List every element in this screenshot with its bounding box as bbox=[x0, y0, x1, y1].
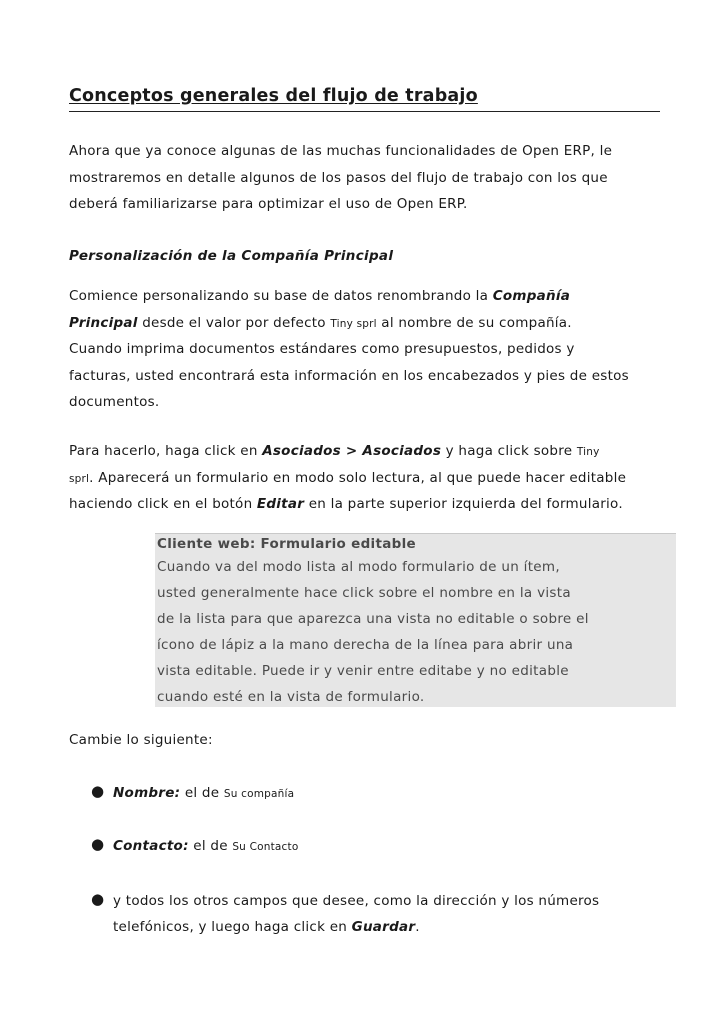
instructions-paragraph bbox=[69, 438, 669, 518]
instructions-text: Para hacerlo, haga click en bbox=[69, 443, 263, 459]
instructions-line-2 bbox=[69, 465, 669, 492]
customize-text: Comience personalizando su base de datos renombrando la bbox=[69, 288, 493, 304]
list-text: el de bbox=[188, 838, 233, 854]
customize-paragraph bbox=[69, 283, 669, 416]
field-label: Contacto: bbox=[113, 838, 189, 854]
bullet-icon: ● bbox=[91, 782, 105, 800]
list-text: telefónicos, y luego haga click en bbox=[113, 919, 352, 935]
customize-text: al nombre de su compañía. bbox=[376, 314, 572, 331]
list-item-content bbox=[113, 833, 298, 860]
customize-line-4: facturas, usted encontrará esta información en los encabezados y pies de estos bbox=[69, 367, 629, 384]
intro-line-1: Ahora que ya conoce algunas de las muchas funcionalidades de Open ERP, le bbox=[69, 143, 613, 159]
instructions-text: y haga click sobre bbox=[441, 443, 577, 459]
field-value: Su compañía bbox=[223, 788, 295, 800]
customize-line-3: Cuando imprima documentos estándares como presupuestos, pedidos y bbox=[69, 341, 575, 357]
note-line-4: ícono de lápiz a la mano derecha de la línea para abrir una bbox=[157, 637, 574, 654]
note-box bbox=[155, 533, 676, 707]
bullet-icon: ● bbox=[91, 835, 105, 853]
menu-path: Asociados > Asociados bbox=[262, 443, 442, 459]
customize-line-1 bbox=[69, 283, 669, 310]
customize-text: desde el valor por defecto bbox=[137, 314, 331, 331]
instructions-text: . Aparecerá un formulario en modo solo lectura, al que puede hacer editable bbox=[89, 469, 627, 486]
field-label: Nombre: bbox=[113, 785, 181, 801]
list-text: el de bbox=[180, 785, 224, 801]
edit-button-term: Editar bbox=[256, 496, 305, 512]
record-name: sprl bbox=[69, 472, 90, 485]
list-item-line-2 bbox=[113, 914, 599, 940]
intro-paragraph bbox=[69, 138, 669, 218]
list-item-line-1: y todos los otros campos que desee, como la dirección y los números bbox=[113, 893, 600, 909]
note-line-5: vista editable. Puede ir y venir entre editabe y no editable bbox=[157, 663, 569, 680]
instructions-line-1 bbox=[69, 438, 669, 465]
field-value: Su Contacto bbox=[232, 841, 299, 853]
intro-line-2: mostraremos en detalle algunos de los pasos del flujo de trabajo con los que bbox=[69, 169, 608, 186]
default-company-value: Tiny sprl bbox=[330, 317, 377, 330]
customize-line-5: documentos. bbox=[69, 394, 160, 410]
instructions-line-3 bbox=[69, 491, 669, 518]
list-item-content bbox=[113, 780, 294, 807]
list-item-content bbox=[113, 888, 599, 940]
note-line-3: de la lista para que aparezca una vista no editable o sobre el bbox=[157, 611, 589, 628]
save-button-term: Guardar bbox=[351, 919, 416, 935]
customize-line-2 bbox=[69, 310, 669, 337]
note-line-2: usted generalmente hace click sobre el nombre en la vista bbox=[157, 585, 571, 602]
intro-line-3: deberá familiarizarse para optimizar el uso de Open ERP. bbox=[69, 196, 468, 212]
instructions-text: haciendo click en el botón bbox=[69, 496, 257, 512]
section-subheading: Personalización de la Compañía Principal bbox=[69, 248, 394, 264]
instructions-text: en la parte superior izquierda del formulario. bbox=[304, 496, 623, 512]
change-intro: Cambie lo siguiente: bbox=[69, 732, 213, 748]
note-title: Cliente web: Formulario editable bbox=[157, 536, 416, 552]
record-name: Tiny bbox=[576, 446, 600, 458]
note-line-6: cuando esté en la vista de formulario. bbox=[157, 689, 425, 706]
principal-term: Principal bbox=[69, 314, 138, 331]
bullet-icon: ● bbox=[91, 890, 105, 908]
note-line-1: Cuando va del modo lista al modo formulario de un ítem, bbox=[157, 559, 560, 575]
company-term: Compañía bbox=[492, 288, 571, 304]
list-text: . bbox=[415, 919, 420, 935]
page-title: Conceptos generales del flujo de trabajo bbox=[69, 84, 660, 112]
